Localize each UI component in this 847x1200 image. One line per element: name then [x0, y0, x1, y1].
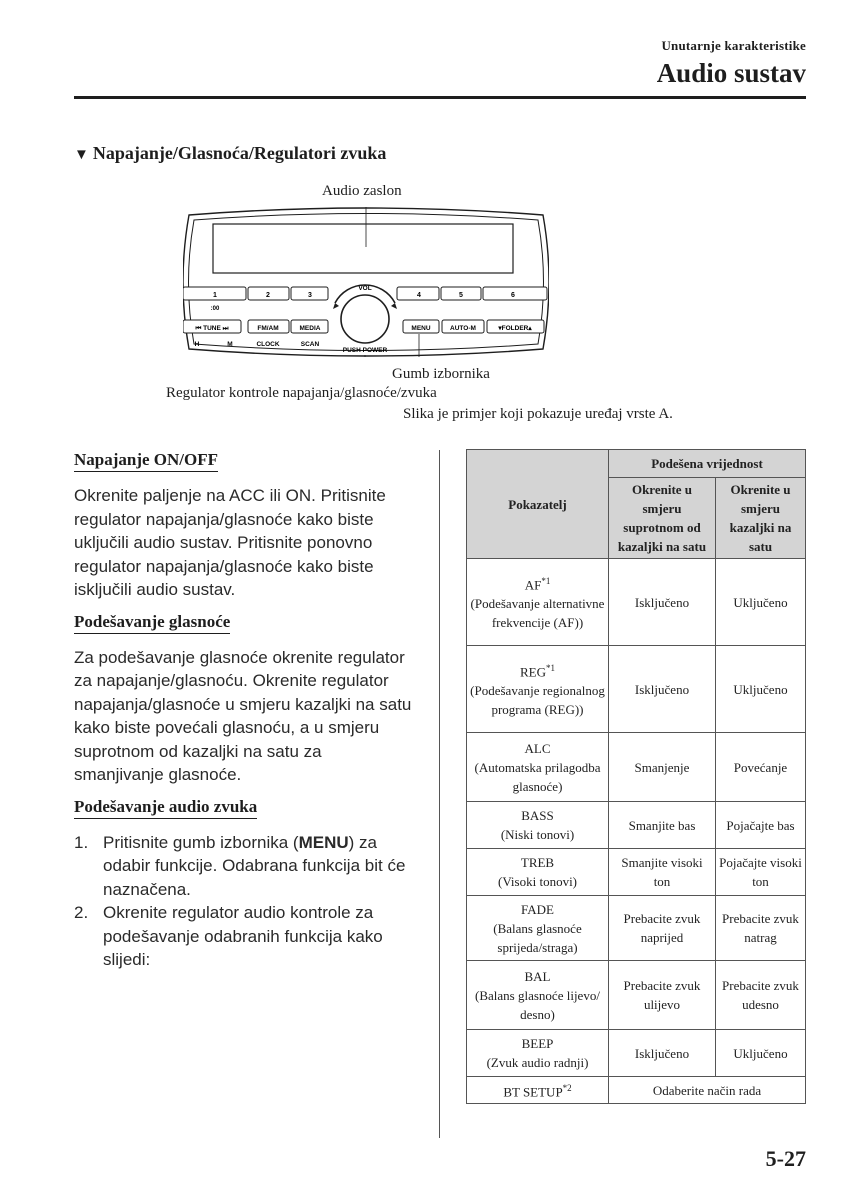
indicator-cell [467, 961, 609, 1030]
page-number: 5-27 [765, 1146, 806, 1171]
counterclockwise-value: Smanjite visoki ton [609, 849, 716, 896]
clockwise-value: Uključeno [716, 559, 806, 646]
h-label: H [194, 341, 200, 348]
sound-heading: Podešavanje audio zvuka [74, 797, 257, 819]
folder-label: ▾FOLDER▴ [498, 325, 532, 332]
header-counterclockwise: Okrenite u smjeru suprotnom od kazaljki na satu [609, 478, 716, 559]
steps-list [74, 831, 414, 972]
media-label: MEDIA [299, 325, 321, 332]
audio-display-screen [213, 224, 513, 273]
step-item [74, 901, 414, 972]
indicator-description: (Podešavanje regionalnog programa (REG)) [470, 683, 605, 718]
table-row [467, 559, 806, 646]
counterclockwise-value: Isključeno [609, 646, 716, 733]
volume-heading: Podešavanje glasnoće [74, 612, 230, 634]
header-rule [74, 96, 806, 99]
footnote-mark: *1 [541, 575, 551, 586]
counterclockwise-value: Smanjite bas [609, 802, 716, 849]
m-label: M [227, 341, 233, 348]
indicator-name: BAL [524, 968, 551, 984]
section-heading-text: Napajanje/Glasnoća/Regulatori zvuka [92, 143, 387, 163]
preset-4-label: 4 [417, 292, 421, 299]
tune-label: ⏮ TUNE ⏭ [195, 325, 229, 332]
fm-am-label: FM/AM [257, 325, 279, 332]
table-row [467, 802, 806, 849]
indicator-description: (Niski tonovi) [500, 827, 575, 842]
section-heading [74, 143, 386, 164]
indicator-description: (Visoki tonovi) [497, 874, 578, 889]
indicator-cell [467, 733, 609, 802]
step-number: 2. [74, 903, 89, 922]
indicator-cell [467, 802, 609, 849]
indicator-name: AF [524, 577, 542, 593]
clockwise-value: Povećanje [716, 733, 806, 802]
preset-1-label: 1 [213, 292, 217, 299]
indicator-cell [467, 1030, 609, 1077]
audio-unit-illustration [183, 207, 549, 357]
indicator-description: (Zvuk audio radnji) [486, 1055, 589, 1070]
menu-label: MENU [411, 325, 431, 332]
counterclockwise-value: Isključeno [609, 559, 716, 646]
column-divider [439, 450, 440, 1138]
indicator-description: (Podešavanje alternativne frekvencije (AF)) [470, 596, 605, 631]
scan-label: SCAN [300, 341, 320, 348]
indicator-name: REG [520, 664, 546, 680]
indicator-cell [467, 849, 609, 896]
clockwise-value: Prebacite zvuk natrag [716, 896, 806, 961]
volume-text: Za podešavanje glasnoće okrenite regulator za napajanje/glasnoću. Okrenite regulator napajanja/glasnoće u smjeru kazaljki na satu kako biste povećali glasnoću, a u smjeru suprotnom od kazaljki na satu za smanjivanje glasnoće. [74, 647, 412, 784]
power-onoff-heading: Napajanje ON/OFF [74, 450, 218, 472]
counterclockwise-value: Prebacite zvuk ulijevo [609, 961, 716, 1030]
indicator-name: FADE [521, 901, 554, 917]
step-text-post: ) za odabir funkcije. Odabrana funkcija bit će naznačena. [103, 832, 406, 899]
indicator-cell [467, 1077, 609, 1104]
preset-3-label: 3 [308, 292, 312, 299]
table-row [467, 646, 806, 733]
indicator-name: BASS [521, 808, 554, 823]
preset-6-label: 6 [511, 292, 515, 299]
preset-6-button[interactable] [483, 287, 547, 300]
power-volume-knob[interactable] [341, 295, 389, 343]
table-row [467, 733, 806, 802]
indicator-name: TREB [520, 855, 555, 870]
clockwise-value: Uključeno [716, 1030, 806, 1077]
table-row [467, 896, 806, 961]
step-text-pre: Pritisnite gumb izbornika ( [103, 832, 299, 852]
step-item [74, 831, 414, 902]
sound-settings-table [466, 449, 806, 1104]
header-adjusted-value: Podešena vrijednost [609, 450, 806, 478]
counterclockwise-value: Isključeno [609, 1030, 716, 1077]
table-row [467, 961, 806, 1030]
preset-2-label: 2 [266, 292, 270, 299]
figure-label-display: Audio zaslon [322, 183, 402, 199]
clock-label: CLOCK [256, 341, 280, 348]
push-power-label: PUSH POWER [342, 347, 388, 354]
header-clockwise: Okrenite u smjeru kazaljki na satu [716, 478, 806, 559]
indicator-description: (Automatska prilagodba glasnoće) [474, 759, 601, 794]
clockwise-value: Pojačajte visoki ton [716, 849, 806, 896]
indicator-name: BEEP [521, 1036, 554, 1051]
header-section-name: Unutarnje karakteristike [661, 38, 806, 53]
step-text: Okrenite regulator audio kontrole za podešavanje odabranih funkcija kako slijedi: [103, 903, 383, 969]
table-row [467, 849, 806, 896]
left-column [74, 450, 414, 972]
table-body [467, 559, 806, 1077]
indicator-cell [467, 646, 609, 733]
auto-memory-label: AUTO-M [450, 325, 476, 332]
indicator-cell [467, 896, 609, 961]
table-row [467, 1077, 806, 1104]
clockwise-value: Pojačajte bas [716, 802, 806, 849]
counterclockwise-value: Smanjenje [609, 733, 716, 802]
power-onoff-text: Okrenite paljenje na ACC ili ON. Pritisnite regulator napajanja/glasnoće kako biste uključili audio sustav. Pritisnite ponovno regulator napajanja/glasnoće kako biste isključili audio sustav. [74, 486, 386, 599]
volume-label: VOL [358, 285, 372, 292]
preset-5-label: 5 [459, 292, 463, 299]
menu-key-label: MENU [298, 832, 349, 852]
table-row [467, 1030, 806, 1077]
indicator-description: (Balans glasnoće sprijeda/straga) [493, 920, 582, 955]
counterclockwise-value: Prebacite zvuk naprijed [609, 896, 716, 961]
page-title: Audio sustav [656, 58, 806, 88]
indicator-cell [467, 559, 609, 646]
footnote-mark: *2 [562, 1082, 572, 1093]
figure-label-menu-button: Gumb izbornika [392, 366, 490, 382]
step-number: 1. [74, 832, 89, 852]
figure-label-power-control: Regulator kontrole napajanja/glasnoće/zvuka [166, 385, 437, 401]
header-indicator: Pokazatelj [467, 450, 609, 559]
clockwise-value: Prebacite zvuk udesno [716, 961, 806, 1030]
footnote-mark: *1 [546, 662, 555, 673]
figure-caption: Slika je primjer koji pokazuje uređaj vrste A. [403, 406, 673, 422]
indicator-name: BT SETUP [503, 1084, 563, 1100]
value-cell: Odaberite način rada [609, 1077, 806, 1104]
indicator-name: ALC [524, 740, 551, 756]
clockwise-value: Uključeno [716, 646, 806, 733]
indicator-description: (Balans glasnoće lijevo/ desno) [475, 987, 600, 1022]
preset-00-label: :00 [210, 306, 220, 312]
triangle-marker-icon: ▼ [74, 147, 89, 163]
